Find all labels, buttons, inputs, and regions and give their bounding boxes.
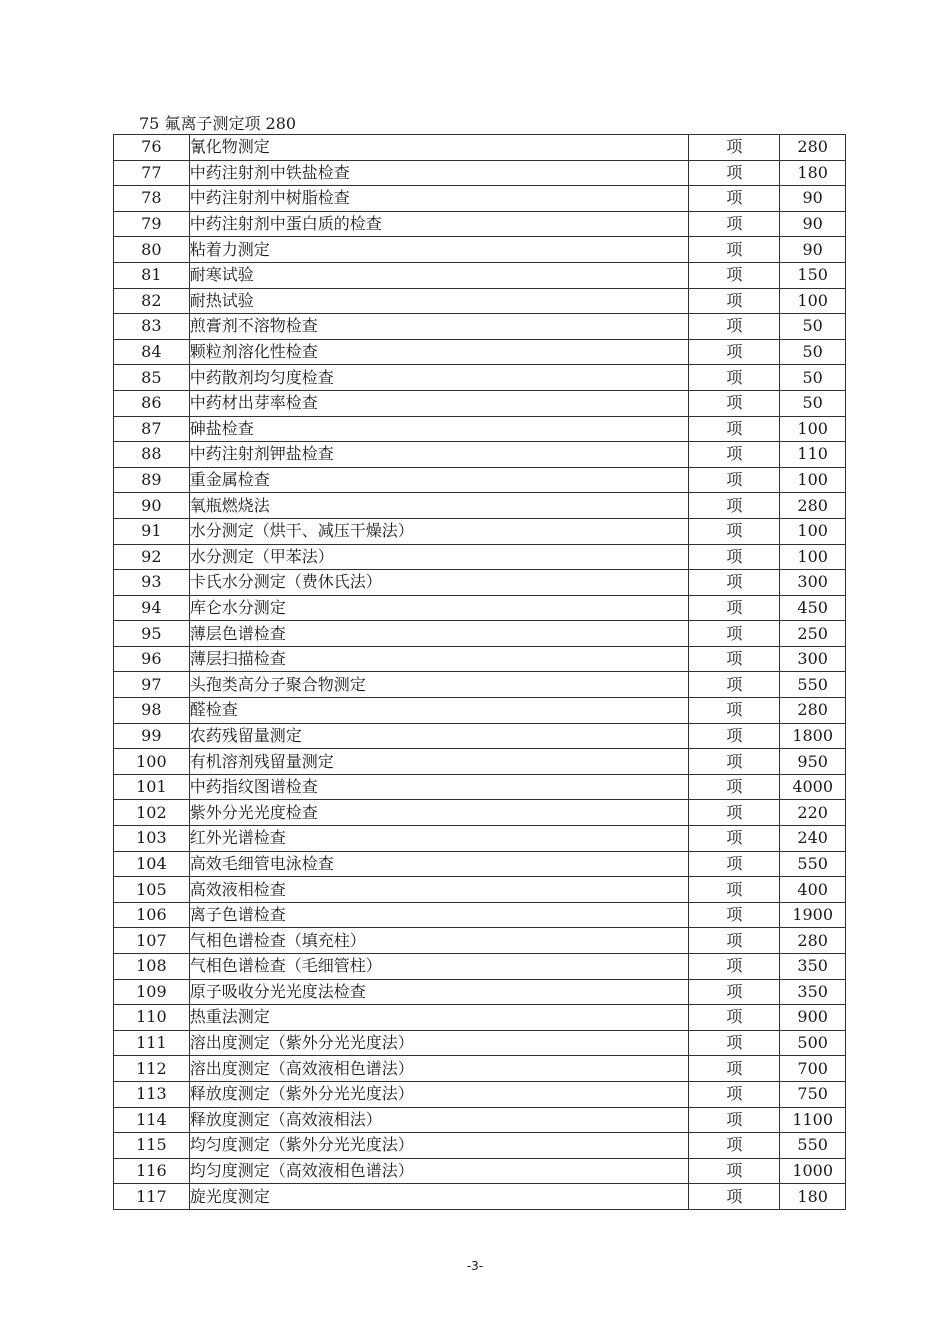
item-number: 115 (114, 1133, 190, 1159)
item-name: 头孢类高分子聚合物测定 (189, 672, 689, 698)
item-name: 均匀度测定（紫外分光光度法） (189, 1133, 689, 1159)
item-unit: 项 (689, 877, 780, 903)
item-price: 1100 (780, 1107, 846, 1133)
item-name: 耐热试验 (189, 288, 689, 314)
table-row (114, 954, 846, 980)
item-name: 气相色谱检查（毛细管柱） (189, 954, 689, 980)
item-unit: 项 (689, 570, 780, 596)
item-price: 550 (780, 1133, 846, 1159)
item-unit: 项 (689, 314, 780, 340)
item-number: 96 (114, 646, 190, 672)
item-name: 离子色谱检查 (189, 902, 689, 928)
item-name: 紫外分光光度检查 (189, 800, 689, 826)
item-number: 93 (114, 570, 190, 596)
table-row (114, 928, 846, 954)
item-unit: 项 (689, 698, 780, 724)
table-row (114, 135, 846, 161)
item-price: 180 (780, 160, 846, 186)
item-number: 114 (114, 1107, 190, 1133)
item-name: 水分测定（甲苯法） (189, 544, 689, 570)
item-price: 100 (780, 467, 846, 493)
item-price: 280 (780, 135, 846, 161)
item-price: 50 (780, 365, 846, 391)
item-name: 农药残留量测定 (189, 723, 689, 749)
item-name: 薄层色谱检查 (189, 621, 689, 647)
item-price: 350 (780, 954, 846, 980)
item-name: 粘着力测定 (189, 237, 689, 263)
table-row (114, 1107, 846, 1133)
item-number: 97 (114, 672, 190, 698)
item-price: 240 (780, 826, 846, 852)
item-price: 110 (780, 442, 846, 468)
table-row (114, 749, 846, 775)
item-unit: 项 (689, 365, 780, 391)
item-number: 113 (114, 1081, 190, 1107)
item-unit: 项 (689, 723, 780, 749)
item-number: 100 (114, 749, 190, 775)
item-number: 78 (114, 186, 190, 212)
item-price: 220 (780, 800, 846, 826)
table-row (114, 339, 846, 365)
item-number: 101 (114, 774, 190, 800)
item-price: 550 (780, 672, 846, 698)
item-price: 450 (780, 595, 846, 621)
item-number: 89 (114, 467, 190, 493)
item-name: 卡氏水分测定（费休氏法） (189, 570, 689, 596)
item-name: 中药注射剂中树脂检查 (189, 186, 689, 212)
table-row (114, 1081, 846, 1107)
table-row (114, 467, 846, 493)
item-name: 颗粒剂溶化性检查 (189, 339, 689, 365)
item-name: 醛检查 (189, 698, 689, 724)
item-price: 100 (780, 288, 846, 314)
item-number: 95 (114, 621, 190, 647)
item-number: 94 (114, 595, 190, 621)
table-row (114, 646, 846, 672)
table-row (114, 621, 846, 647)
item-unit: 项 (689, 826, 780, 852)
item-unit: 项 (689, 544, 780, 570)
item-unit: 项 (689, 416, 780, 442)
item-price: 250 (780, 621, 846, 647)
item-price: 100 (780, 416, 846, 442)
item-name: 煎膏剂不溶物检查 (189, 314, 689, 340)
table-row (114, 237, 846, 263)
item-unit: 项 (689, 288, 780, 314)
item-name: 薄层扫描检查 (189, 646, 689, 672)
item-number: 84 (114, 339, 190, 365)
item-unit: 项 (689, 595, 780, 621)
item-price: 350 (780, 979, 846, 1005)
item-name: 氧瓶燃烧法 (189, 493, 689, 519)
table-row (114, 160, 846, 186)
item-unit: 项 (689, 442, 780, 468)
table-row (114, 1030, 846, 1056)
item-number: 82 (114, 288, 190, 314)
item-number: 112 (114, 1056, 190, 1082)
item-unit: 项 (689, 646, 780, 672)
item-name: 有机溶剂残留量测定 (189, 749, 689, 775)
item-price: 90 (780, 186, 846, 212)
item-unit: 项 (689, 1005, 780, 1031)
item-price: 1800 (780, 723, 846, 749)
item-price: 280 (780, 698, 846, 724)
table-row (114, 800, 846, 826)
item-price: 500 (780, 1030, 846, 1056)
item-name: 高效液相检查 (189, 877, 689, 903)
item-number: 79 (114, 211, 190, 237)
item-price: 50 (780, 339, 846, 365)
table-row (114, 262, 846, 288)
item-unit: 项 (689, 1056, 780, 1082)
item-unit: 项 (689, 902, 780, 928)
item-name: 红外光谱检查 (189, 826, 689, 852)
table-row (114, 1056, 846, 1082)
item-unit: 项 (689, 518, 780, 544)
item-number: 85 (114, 365, 190, 391)
item-price: 550 (780, 851, 846, 877)
item-name: 中药注射剂中蛋白质的检查 (189, 211, 689, 237)
item-number: 90 (114, 493, 190, 519)
item-number: 92 (114, 544, 190, 570)
table-row (114, 416, 846, 442)
item-unit: 项 (689, 262, 780, 288)
item-name: 中药注射剂中铁盐检查 (189, 160, 689, 186)
item-name: 砷盐检查 (189, 416, 689, 442)
item-name: 均匀度测定（高效液相色谱法） (189, 1158, 689, 1184)
item-number: 106 (114, 902, 190, 928)
item-unit: 项 (689, 1158, 780, 1184)
item-price: 90 (780, 211, 846, 237)
item-price: 1900 (780, 902, 846, 928)
item-unit: 项 (689, 851, 780, 877)
item-unit: 项 (689, 800, 780, 826)
item-price: 280 (780, 928, 846, 954)
table-row (114, 1133, 846, 1159)
item-price: 950 (780, 749, 846, 775)
item-price: 750 (780, 1081, 846, 1107)
item-unit: 项 (689, 1133, 780, 1159)
item-price: 50 (780, 390, 846, 416)
item-number: 103 (114, 826, 190, 852)
item-name: 中药材出芽率检查 (189, 390, 689, 416)
item-unit: 项 (689, 1030, 780, 1056)
item-unit: 项 (689, 928, 780, 954)
item-price: 90 (780, 237, 846, 263)
item-unit: 项 (689, 390, 780, 416)
item-number: 107 (114, 928, 190, 954)
table-row (114, 493, 846, 519)
item-unit: 项 (689, 749, 780, 775)
item-number: 81 (114, 262, 190, 288)
item-number: 111 (114, 1030, 190, 1056)
fee-table-body (114, 135, 846, 1210)
item-price: 280 (780, 493, 846, 519)
item-unit: 项 (689, 160, 780, 186)
item-price: 700 (780, 1056, 846, 1082)
item-number: 102 (114, 800, 190, 826)
item-unit: 项 (689, 135, 780, 161)
item-name: 高效毛细管电泳检查 (189, 851, 689, 877)
item-name: 热重法测定 (189, 1005, 689, 1031)
table-row (114, 672, 846, 698)
item-name: 氰化物测定 (189, 135, 689, 161)
item-name: 库仑水分测定 (189, 595, 689, 621)
item-number: 76 (114, 135, 190, 161)
item-unit: 项 (689, 339, 780, 365)
table-row (114, 902, 846, 928)
item-number: 80 (114, 237, 190, 263)
item-name: 溶出度测定（紫外分光光度法） (189, 1030, 689, 1056)
item-unit: 项 (689, 1081, 780, 1107)
item-name: 中药指纹图谱检查 (189, 774, 689, 800)
item-number: 83 (114, 314, 190, 340)
table-row (114, 851, 846, 877)
item-unit: 项 (689, 672, 780, 698)
item-name: 中药散剂均匀度检查 (189, 365, 689, 391)
item-unit: 项 (689, 979, 780, 1005)
item-price: 900 (780, 1005, 846, 1031)
item-unit: 项 (689, 954, 780, 980)
fee-table (113, 134, 846, 1210)
page-heading-line: 75 氟离子测定项 280 (139, 114, 297, 133)
item-number: 87 (114, 416, 190, 442)
item-number: 99 (114, 723, 190, 749)
table-row (114, 1184, 846, 1210)
item-name: 气相色谱检查（填充柱） (189, 928, 689, 954)
table-row (114, 774, 846, 800)
item-unit: 项 (689, 467, 780, 493)
item-unit: 项 (689, 493, 780, 519)
table-row (114, 1005, 846, 1031)
item-unit: 项 (689, 211, 780, 237)
item-price: 50 (780, 314, 846, 340)
item-price: 180 (780, 1184, 846, 1210)
item-number: 91 (114, 518, 190, 544)
item-price: 300 (780, 570, 846, 596)
item-name: 重金属检查 (189, 467, 689, 493)
table-row (114, 723, 846, 749)
item-name: 原子吸收分光光度法检查 (189, 979, 689, 1005)
item-unit: 项 (689, 186, 780, 212)
item-number: 105 (114, 877, 190, 903)
table-row (114, 979, 846, 1005)
item-number: 104 (114, 851, 190, 877)
table-row (114, 570, 846, 596)
item-unit: 项 (689, 237, 780, 263)
item-name: 水分测定（烘干、减压干燥法） (189, 518, 689, 544)
item-unit: 项 (689, 1184, 780, 1210)
table-row (114, 390, 846, 416)
table-row (114, 544, 846, 570)
item-unit: 项 (689, 621, 780, 647)
item-number: 116 (114, 1158, 190, 1184)
table-row (114, 1158, 846, 1184)
item-number: 88 (114, 442, 190, 468)
table-row (114, 211, 846, 237)
item-price: 150 (780, 262, 846, 288)
table-row (114, 877, 846, 903)
item-name: 释放度测定（高效液相法） (189, 1107, 689, 1133)
table-row (114, 365, 846, 391)
item-price: 100 (780, 544, 846, 570)
table-row (114, 288, 846, 314)
item-name: 溶出度测定（高效液相色谱法） (189, 1056, 689, 1082)
item-number: 117 (114, 1184, 190, 1210)
item-name: 旋光度测定 (189, 1184, 689, 1210)
item-unit: 项 (689, 1107, 780, 1133)
item-number: 108 (114, 954, 190, 980)
table-row (114, 595, 846, 621)
table-row (114, 186, 846, 212)
table-row (114, 518, 846, 544)
table-row (114, 442, 846, 468)
table-row (114, 314, 846, 340)
table-row (114, 826, 846, 852)
table-row (114, 698, 846, 724)
item-number: 86 (114, 390, 190, 416)
item-unit: 项 (689, 774, 780, 800)
item-number: 110 (114, 1005, 190, 1031)
item-name: 耐寒试验 (189, 262, 689, 288)
item-number: 98 (114, 698, 190, 724)
item-number: 77 (114, 160, 190, 186)
item-number: 109 (114, 979, 190, 1005)
page-number: -3- (466, 1259, 484, 1273)
item-price: 400 (780, 877, 846, 903)
item-name: 释放度测定（紫外分光光度法） (189, 1081, 689, 1107)
item-price: 4000 (780, 774, 846, 800)
item-name: 中药注射剂钾盐检查 (189, 442, 689, 468)
item-price: 1000 (780, 1158, 846, 1184)
item-price: 100 (780, 518, 846, 544)
item-price: 300 (780, 646, 846, 672)
